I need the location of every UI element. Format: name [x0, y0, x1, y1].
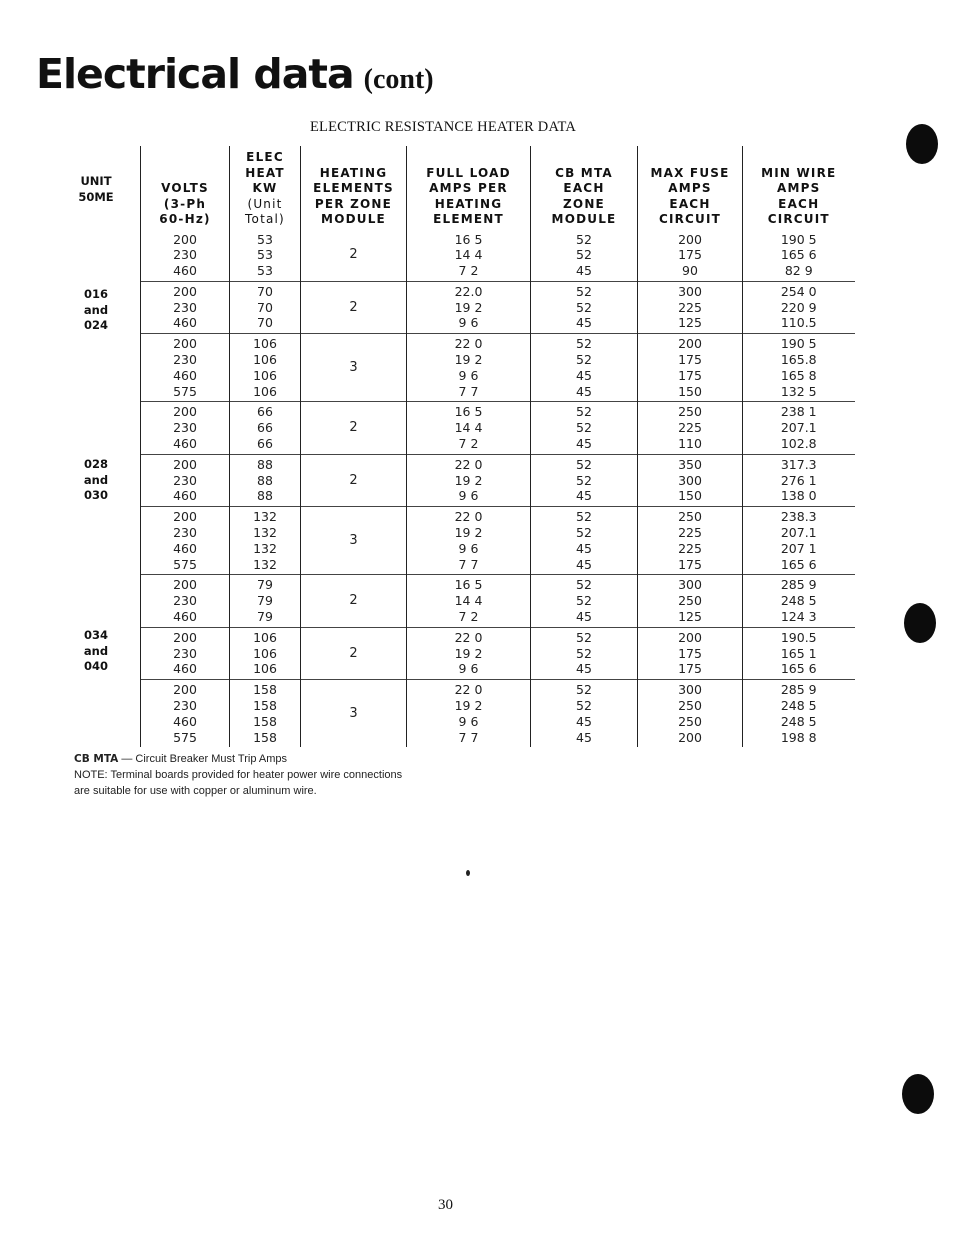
wire-value: 190.5 [780, 629, 817, 645]
elements-cell: 3 [301, 680, 407, 748]
volts-value: 230 [173, 299, 197, 315]
table-row-group [141, 507, 855, 575]
fuse-value: 175 [678, 247, 702, 263]
table-row-group [141, 334, 855, 402]
amps-cell [407, 680, 531, 748]
wire-value: 238 1 [780, 404, 817, 420]
kw-cell [230, 575, 301, 627]
kw-value: 70 [257, 299, 273, 315]
mta-value: 52 [576, 404, 592, 420]
fuse-value: 225 [678, 540, 702, 556]
volts-cell [141, 454, 230, 506]
wire-value: 207.1 [780, 420, 817, 436]
wire-value: 317.3 [780, 456, 817, 472]
elements-cell: 2 [301, 575, 407, 627]
fuse-value: 150 [678, 488, 702, 504]
kw-value: 132 [253, 540, 277, 556]
volts-cell [141, 402, 230, 454]
volts-value: 200 [173, 577, 197, 593]
wire-value: 285 9 [780, 577, 817, 593]
table-row-group [141, 575, 855, 627]
fuse-value: 225 [678, 525, 702, 541]
amps-value: 22 0 [454, 509, 483, 525]
footnotes [74, 751, 402, 799]
wire-cell [743, 281, 855, 333]
header-min-wire: MIN WIRE AMPS EACH CIRCUIT [743, 146, 855, 230]
unit-label-line: 024 [83, 318, 108, 332]
page-number: 30 [438, 1197, 453, 1213]
amps-cell [407, 402, 531, 454]
amps-cell [407, 334, 531, 402]
table-row-group [141, 230, 855, 282]
volts-value: 200 [173, 509, 197, 525]
mta-value: 45 [576, 729, 592, 745]
wire-value: 138 0 [780, 488, 817, 504]
mta-value: 52 [576, 698, 592, 714]
amps-value: 16 5 [454, 231, 483, 247]
fuse-cell [638, 230, 743, 282]
amps-value: 16 5 [454, 577, 483, 593]
wire-value: 165.8 [780, 352, 817, 368]
amps-cell [407, 281, 531, 333]
fuse-value: 225 [678, 420, 702, 436]
volts-value: 200 [173, 682, 197, 698]
kw-value: 66 [257, 436, 273, 452]
table-row-group [141, 402, 855, 454]
elements-cell: 2 [301, 230, 407, 282]
mta-value: 45 [576, 436, 592, 452]
mta-cell [531, 281, 638, 333]
volts-value: 230 [173, 525, 197, 541]
note-line-1: NOTE: Terminal boards provided for heater power wire connections [74, 769, 403, 781]
mta-cell [531, 627, 638, 679]
kw-cell [230, 281, 301, 333]
kw-value: 106 [253, 367, 277, 383]
wire-value: 190 5 [780, 336, 817, 352]
unit-label-line: and [83, 643, 109, 658]
amps-value: 14 4 [454, 420, 483, 436]
mta-cell [531, 454, 638, 506]
kw-value: 158 [253, 698, 277, 714]
unit-header-line1: UNIT [80, 174, 112, 188]
kw-value: 106 [253, 629, 277, 645]
volts-value: 200 [173, 231, 197, 247]
amps-value: 19 2 [454, 472, 483, 488]
amps-value: 22 0 [454, 456, 483, 472]
kw-cell [230, 507, 301, 575]
amps-value: 7 7 [458, 729, 479, 745]
kw-value: 70 [257, 315, 273, 331]
kw-value: 79 [257, 577, 273, 593]
mta-cell [531, 402, 638, 454]
fuse-value: 150 [678, 383, 702, 399]
fuse-value: 300 [678, 682, 702, 698]
volts-value: 575 [173, 729, 197, 745]
volts-value: 460 [173, 713, 197, 729]
wire-value: 165 6 [780, 556, 817, 572]
kw-value: 53 [257, 263, 273, 279]
mta-value: 45 [576, 367, 592, 383]
kw-value: 88 [257, 456, 273, 472]
wire-cell [743, 627, 855, 679]
mta-value: 52 [576, 420, 592, 436]
elements-cell: 3 [301, 334, 407, 402]
volts-value: 230 [173, 247, 197, 263]
mta-value: 52 [576, 593, 592, 609]
kw-value: 132 [253, 509, 277, 525]
amps-value: 19 2 [454, 299, 483, 315]
page-title [36, 50, 434, 98]
mta-value: 52 [576, 231, 592, 247]
wire-value: 248 5 [780, 698, 817, 714]
kw-value: 106 [253, 645, 277, 661]
amps-value: 22 0 [454, 682, 483, 698]
amps-value: 19 2 [454, 698, 483, 714]
mta-value: 45 [576, 556, 592, 572]
fuse-value: 300 [678, 283, 702, 299]
fuse-cell [638, 507, 743, 575]
kw-cell [230, 402, 301, 454]
kw-value: 132 [253, 556, 277, 572]
amps-value: 22 0 [454, 336, 483, 352]
kw-value: 88 [257, 488, 273, 504]
header-volts: VOLTS (3-Ph 60-Hz) [141, 146, 230, 230]
fuse-cell [638, 402, 743, 454]
heater-data-table [140, 146, 855, 747]
amps-value: 9 6 [458, 488, 479, 504]
volts-value: 460 [173, 661, 197, 677]
mta-value: 52 [576, 525, 592, 541]
amps-value: 16 5 [454, 404, 483, 420]
kw-value: 88 [257, 472, 273, 488]
volts-value: 200 [173, 629, 197, 645]
mta-cell [531, 507, 638, 575]
mta-value: 45 [576, 661, 592, 677]
mta-value: 52 [576, 456, 592, 472]
mta-value: 45 [576, 540, 592, 556]
wire-value: 207 1 [780, 540, 817, 556]
volts-value: 460 [173, 609, 197, 625]
fuse-cell [638, 680, 743, 748]
mta-value: 45 [576, 315, 592, 331]
fuse-value: 175 [678, 367, 702, 383]
wire-value: 110.5 [780, 315, 817, 331]
wire-value: 276 1 [780, 472, 817, 488]
table-title: ELECTRIC RESISTANCE HEATER DATA [310, 119, 577, 135]
wire-value: 102.8 [780, 436, 817, 452]
amps-cell [407, 627, 531, 679]
abbreviation-note [74, 751, 402, 767]
amps-value: 22 0 [454, 629, 483, 645]
header-full-load: FULL LOAD AMPS PER HEATING ELEMENT [407, 146, 531, 230]
header-elec-heat: ELEC HEAT KW (Unit Total) [230, 146, 301, 230]
volts-value: 460 [173, 263, 197, 279]
mta-value: 45 [576, 488, 592, 504]
unit-label-016-024 [60, 287, 132, 334]
volts-value: 575 [173, 556, 197, 572]
mta-value: 52 [576, 645, 592, 661]
volts-value: 460 [173, 488, 197, 504]
kw-value: 106 [253, 383, 277, 399]
fuse-value: 175 [678, 645, 702, 661]
table-row-group [141, 680, 855, 748]
mta-cell [531, 334, 638, 402]
fuse-value: 250 [678, 593, 702, 609]
volts-value: 200 [173, 456, 197, 472]
volts-cell [141, 281, 230, 333]
wire-value: 198 8 [780, 729, 817, 745]
fuse-value: 200 [678, 629, 702, 645]
unit-label-line: 016 [83, 287, 108, 301]
binder-hole-mark [902, 1074, 934, 1114]
amps-value: 14 4 [454, 593, 483, 609]
wire-value: 82 9 [784, 263, 813, 279]
amps-cell [407, 454, 531, 506]
fuse-value: 175 [678, 661, 702, 677]
kw-value: 158 [253, 729, 277, 745]
wire-value: 190 5 [780, 231, 817, 247]
mta-value: 52 [576, 336, 592, 352]
amps-value: 7 7 [458, 383, 479, 399]
fuse-value: 90 [682, 263, 698, 279]
volts-cell [141, 680, 230, 748]
binder-hole-mark [904, 603, 936, 643]
kw-value: 106 [253, 661, 277, 677]
amps-value: 19 2 [454, 645, 483, 661]
kw-value: 70 [257, 283, 273, 299]
mta-cell [531, 575, 638, 627]
page-title-suffix: (cont) [363, 64, 434, 95]
wire-value: 285 9 [780, 682, 817, 698]
amps-value: 14 4 [454, 247, 483, 263]
wire-value: 165 8 [780, 367, 817, 383]
volts-value: 230 [173, 645, 197, 661]
wire-value: 165 6 [780, 247, 817, 263]
wire-value: 248 5 [780, 713, 817, 729]
wire-value: 238.3 [780, 509, 817, 525]
fuse-value: 350 [678, 456, 702, 472]
volts-cell [141, 334, 230, 402]
print-speck [466, 870, 470, 876]
kw-value: 132 [253, 525, 277, 541]
table-header-row [141, 146, 855, 230]
volts-value: 230 [173, 472, 197, 488]
kw-value: 79 [257, 593, 273, 609]
mta-value: 45 [576, 713, 592, 729]
fuse-value: 250 [678, 509, 702, 525]
volts-cell [141, 575, 230, 627]
wire-value: 248 5 [780, 593, 817, 609]
wire-value: 207.1 [780, 525, 817, 541]
header-max-fuse: MAX FUSE AMPS EACH CIRCUIT [638, 146, 743, 230]
amps-value: 9 6 [458, 367, 479, 383]
amps-value: 19 2 [454, 525, 483, 541]
kw-cell [230, 627, 301, 679]
kw-value: 53 [257, 231, 273, 247]
fuse-value: 250 [678, 713, 702, 729]
wire-value: 132 5 [780, 383, 817, 399]
fuse-value: 225 [678, 299, 702, 315]
unit-label-line: and [83, 472, 109, 487]
volts-value: 200 [173, 283, 197, 299]
elements-cell: 3 [301, 507, 407, 575]
mta-value: 52 [576, 629, 592, 645]
wire-cell [743, 402, 855, 454]
volts-value: 575 [173, 383, 197, 399]
kw-value: 106 [253, 352, 277, 368]
amps-cell [407, 230, 531, 282]
unit-label-line: 034 [83, 628, 108, 642]
fuse-cell [638, 281, 743, 333]
table-row-group [141, 627, 855, 679]
kw-value: 66 [257, 404, 273, 420]
unit-label-line: 030 [83, 488, 108, 502]
kw-value: 106 [253, 336, 277, 352]
elements-cell: 2 [301, 627, 407, 679]
amps-cell [407, 507, 531, 575]
note-line-2: are suitable for use with copper or aluminum wire. [74, 785, 317, 797]
wire-value: 165 6 [780, 661, 817, 677]
volts-value: 230 [173, 698, 197, 714]
amps-value: 7 7 [458, 556, 479, 572]
fuse-cell [638, 627, 743, 679]
kw-value: 79 [257, 609, 273, 625]
volts-value: 460 [173, 367, 197, 383]
fuse-value: 175 [678, 556, 702, 572]
fuse-cell [638, 454, 743, 506]
fuse-cell [638, 334, 743, 402]
volts-value: 460 [173, 540, 197, 556]
elements-cell: 2 [301, 454, 407, 506]
mta-value: 52 [576, 472, 592, 488]
fuse-value: 300 [678, 472, 702, 488]
fuse-value: 110 [678, 436, 702, 452]
wire-cell [743, 575, 855, 627]
volts-cell [141, 230, 230, 282]
mta-value: 52 [576, 577, 592, 593]
amps-value: 7 2 [458, 263, 479, 279]
fuse-value: 250 [678, 404, 702, 420]
amps-value: 9 6 [458, 661, 479, 677]
mta-cell [531, 680, 638, 748]
wire-value: 165 1 [780, 645, 817, 661]
page-title-main: Electrical data [36, 50, 354, 98]
wire-value: 124 3 [780, 609, 817, 625]
unit-column-header [60, 174, 132, 205]
unit-label-line: and [83, 302, 109, 317]
kw-value: 158 [253, 713, 277, 729]
wire-value: 220 9 [780, 299, 817, 315]
volts-value: 200 [173, 336, 197, 352]
amps-value: 9 6 [458, 315, 479, 331]
volts-cell [141, 627, 230, 679]
header-heating-elements: HEATING ELEMENTS PER ZONE MODULE [301, 146, 407, 230]
kw-value: 53 [257, 247, 273, 263]
kw-value: 66 [257, 420, 273, 436]
amps-value: 7 2 [458, 609, 479, 625]
wire-cell [743, 454, 855, 506]
kw-cell [230, 230, 301, 282]
wire-value: 254 0 [780, 283, 817, 299]
mta-value: 52 [576, 247, 592, 263]
kw-value: 158 [253, 682, 277, 698]
mta-value: 52 [576, 299, 592, 315]
volts-value: 230 [173, 352, 197, 368]
elements-cell: 2 [301, 402, 407, 454]
table-body [141, 230, 855, 748]
wire-cell [743, 230, 855, 282]
unit-label-028-030 [60, 457, 132, 504]
fuse-value: 300 [678, 577, 702, 593]
volts-value: 230 [173, 420, 197, 436]
kw-cell [230, 454, 301, 506]
fuse-value: 250 [678, 698, 702, 714]
volts-value: 230 [173, 593, 197, 609]
volts-value: 460 [173, 436, 197, 452]
abbreviation: CB MTA [74, 753, 119, 765]
amps-value: 9 6 [458, 713, 479, 729]
mta-value: 45 [576, 609, 592, 625]
unit-label-034-040 [60, 628, 132, 675]
volts-cell [141, 507, 230, 575]
fuse-value: 125 [678, 315, 702, 331]
volts-value: 200 [173, 404, 197, 420]
amps-value: 19 2 [454, 352, 483, 368]
amps-cell [407, 575, 531, 627]
fuse-value: 125 [678, 609, 702, 625]
kw-cell [230, 334, 301, 402]
amps-value: 9 6 [458, 540, 479, 556]
volts-value: 460 [173, 315, 197, 331]
amps-value: 7 2 [458, 436, 479, 452]
wire-cell [743, 680, 855, 748]
binder-hole-mark [906, 124, 938, 164]
kw-cell [230, 680, 301, 748]
abbreviation-definition: — Circuit Breaker Must Trip Amps [121, 753, 288, 765]
mta-value: 45 [576, 383, 592, 399]
fuse-value: 175 [678, 352, 702, 368]
mta-value: 45 [576, 263, 592, 279]
elements-cell: 2 [301, 281, 407, 333]
header-cb-mta: CB MTA EACH ZONE MODULE [531, 146, 638, 230]
wire-cell [743, 334, 855, 402]
fuse-value: 200 [678, 336, 702, 352]
mta-value: 52 [576, 509, 592, 525]
mta-value: 52 [576, 352, 592, 368]
mta-cell [531, 230, 638, 282]
fuse-value: 200 [678, 729, 702, 745]
mta-value: 52 [576, 283, 592, 299]
mta-value: 52 [576, 682, 592, 698]
unit-label-line: 028 [83, 457, 108, 471]
wire-cell [743, 507, 855, 575]
amps-value: 22.0 [454, 283, 483, 299]
unit-label-line: 040 [83, 659, 108, 673]
table-row-group [141, 454, 855, 506]
unit-header-line2: 50ME [78, 189, 114, 204]
table-row-group [141, 281, 855, 333]
fuse-value: 200 [678, 231, 702, 247]
fuse-cell [638, 575, 743, 627]
